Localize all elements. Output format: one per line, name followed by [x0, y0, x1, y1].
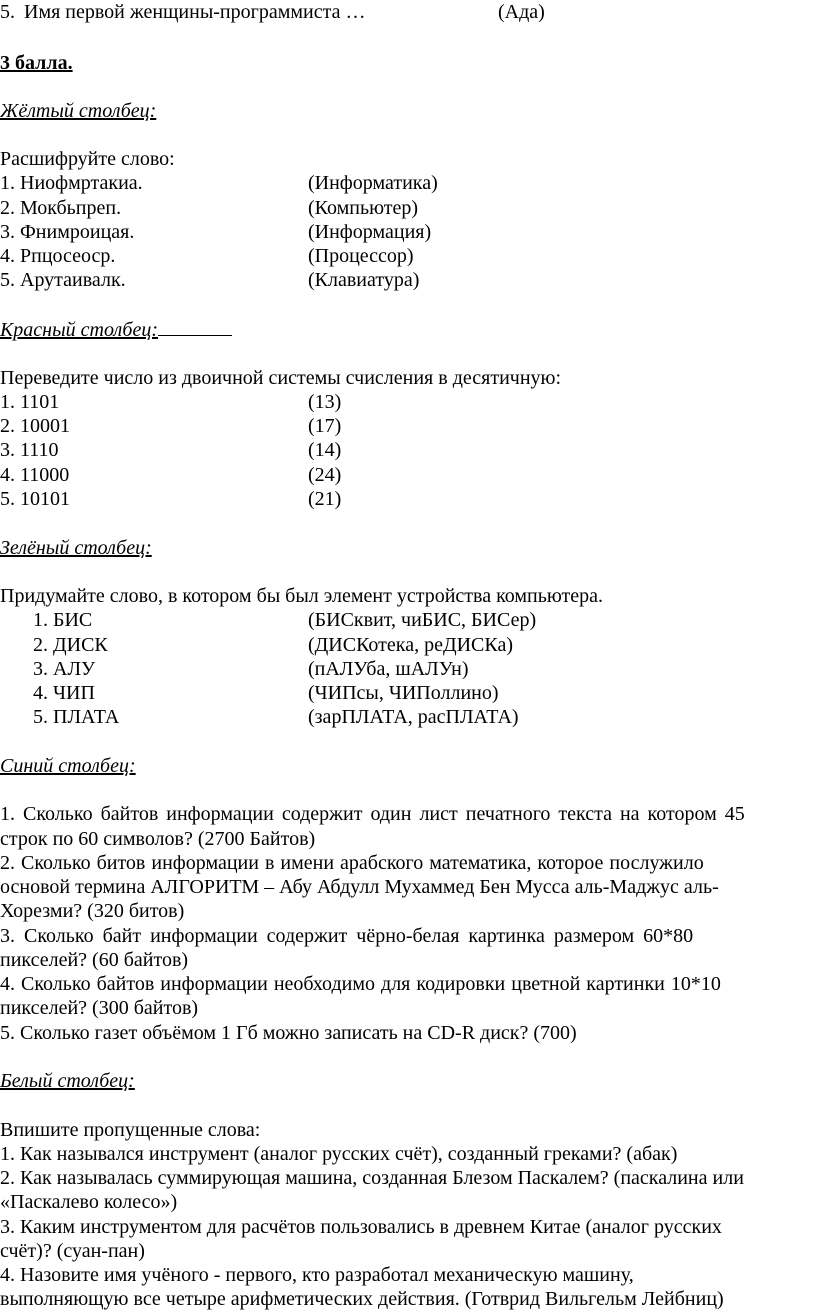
yellow-item-q: 1. Ниофмртакиа.: [0, 172, 143, 194]
yellow-item-a: (Информатика): [308, 172, 438, 194]
white-line: 4. Назовите имя учёного - первого, кто разработал механическую машину,: [0, 1264, 634, 1286]
yellow-item-q: 3. Фнимроицая.: [0, 221, 135, 243]
red-column-title-row: [0, 317, 232, 342]
blue-line: пикселей? (60 байтов): [0, 949, 189, 971]
white-line: 1. Как назывался инструмент (аналог русских счёт), созданный греками? (абак): [0, 1143, 678, 1165]
yellow-item-q: 4. Рпцосеоср.: [0, 245, 116, 267]
red-item-a: (14): [308, 439, 342, 461]
red-item-q: 1. 1101: [0, 391, 60, 413]
green-item-q: 3. АЛУ: [33, 658, 96, 680]
white-line: 2. Как называлась суммирующая машина, созданная Блезом Паскалем? (паскалина или: [0, 1167, 744, 1189]
underline-blank: [158, 317, 232, 336]
blue-line: Хорезми? (320 битов): [0, 900, 185, 922]
green-item-q: 5. ПЛАТА: [33, 706, 120, 728]
yellow-item-a: (Процессор): [308, 245, 414, 267]
green-item-a: (зарПЛАТА, расПЛАТА): [308, 706, 519, 728]
blue-line: 2. Сколько битов информации в имени арабского математика, которое послужило: [0, 852, 704, 874]
white-line: выполняющую все четыре арифметических действия. (Готврид Вильгельм Лейбниц): [0, 1288, 724, 1310]
red-column-title: Красный столбец:: [0, 319, 159, 341]
red-item-q: 3. 1110: [0, 439, 59, 461]
score-heading: 3 балла.: [0, 52, 73, 74]
yellow-task: Расшифруйте слово:: [0, 148, 175, 170]
green-column-title: Зелёный столбец:: [0, 537, 152, 559]
green-item-a: (ЧИПсы, ЧИПоллино): [308, 682, 499, 704]
yellow-item-a: (Клавиатура): [308, 269, 420, 291]
top-question-answer: (Ада): [498, 1, 545, 23]
red-item-q: 2. 10001: [0, 415, 70, 437]
top-question-num: 5.: [0, 1, 15, 23]
white-line: счёт)? (суан-пан): [0, 1240, 145, 1262]
green-item-q: 2. ДИСК: [33, 634, 108, 656]
green-item-q: 1. БИС: [33, 609, 93, 631]
blue-line: 1. Сколько байтов информации содержит один лист печатного текста на котором 45: [0, 803, 745, 825]
blue-line: 3. Сколько байт информации содержит чёрно-белая картинка размером 60*80: [0, 925, 694, 947]
blue-line: 5. Сколько газет объёмом 1 Гб можно записать на CD-R диск? (700): [0, 1022, 577, 1044]
blue-line: строк по 60 символов? (2700 Байтов): [0, 828, 316, 850]
white-line: 3. Каким инструментом для расчётов пользовались в древнем Китае (аналог русских: [0, 1216, 722, 1238]
red-item-a: (17): [308, 415, 342, 437]
yellow-column-title: Жёлтый столбец:: [0, 100, 157, 122]
white-line: «Паскалево колесо»): [0, 1191, 178, 1213]
top-question-text: Имя первой женщины-программиста …: [24, 1, 366, 23]
blue-line: основой термина АЛГОРИТМ – Абу Абдулл Мухаммед Бен Мусса аль-Маджус аль-: [0, 876, 719, 898]
yellow-item-q: 5. Арутаивалк.: [0, 269, 126, 291]
blue-line: пикселей? (300 байтов): [0, 997, 199, 1019]
white-task: Впишите пропущенные слова:: [0, 1119, 261, 1141]
green-item-a: (ДИСКотека, реДИСКа): [308, 634, 513, 656]
green-item-a: (БИСквит, чиБИС, БИСер): [308, 609, 537, 631]
yellow-item-q: 2. Мокбьпреп.: [0, 197, 122, 219]
red-item-a: (21): [308, 488, 342, 510]
red-item-q: 5. 10101: [0, 488, 70, 510]
white-column-title: Белый столбец:: [0, 1070, 135, 1092]
green-item-q: 4. ЧИП: [33, 682, 95, 704]
green-item-a: (пАЛУба, шАЛУн): [308, 658, 469, 680]
yellow-item-a: (Информация): [308, 221, 432, 243]
red-item-q: 4. 11000: [0, 464, 70, 486]
yellow-item-a: (Компьютер): [308, 197, 419, 219]
blue-column-title: Синий столбец:: [0, 755, 136, 777]
blue-line: 4. Сколько байтов информации необходимо для кодировки цветной картинки 10*10: [0, 973, 721, 995]
red-task: Переведите число из двоичной системы счисления в десятичную:: [0, 367, 562, 389]
red-item-a: (24): [308, 464, 342, 486]
red-item-a: (13): [308, 391, 342, 413]
top-question: [0, 0, 365, 24]
green-task: Придумайте слово, в котором бы был элемент устройства компьютера.: [0, 585, 604, 607]
